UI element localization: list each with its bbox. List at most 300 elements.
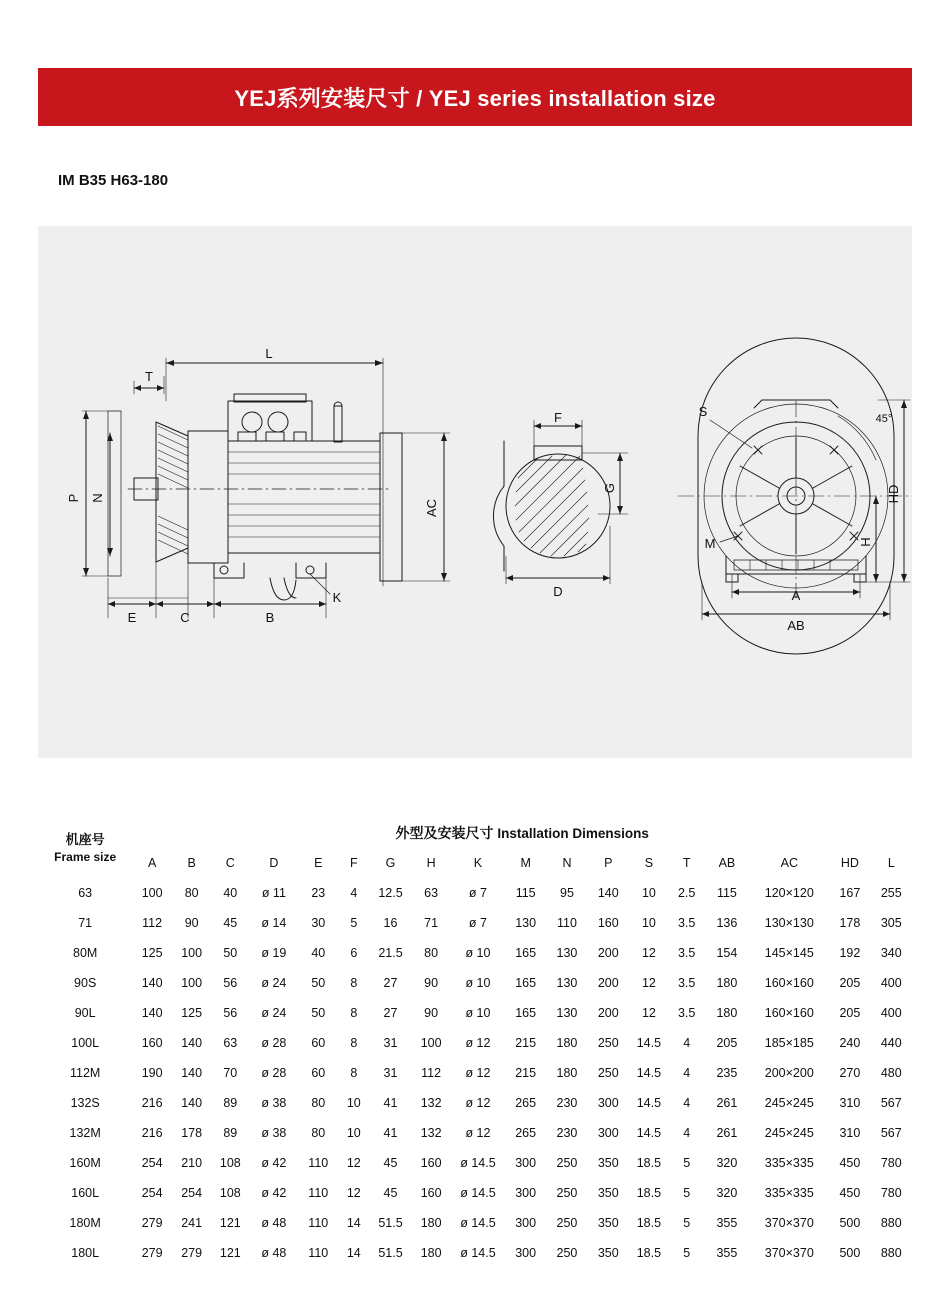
cell-K: ø 12 bbox=[465, 1066, 491, 1080]
cell-frame-size: 160L bbox=[71, 1186, 100, 1200]
cell-N: 250 bbox=[556, 1186, 578, 1200]
cell-HD: 500 bbox=[839, 1216, 861, 1230]
cell-K: ø 10 bbox=[465, 976, 491, 990]
cell-H: 71 bbox=[424, 916, 439, 930]
table-row bbox=[38, 968, 912, 998]
header-frame-size-en: Frame size bbox=[54, 849, 117, 864]
figure-label-M: M bbox=[704, 536, 716, 551]
cell-F: 14 bbox=[346, 1216, 361, 1230]
cell-HD: 178 bbox=[839, 916, 861, 930]
cell-K: ø 12 bbox=[465, 1096, 491, 1110]
cell-S: 12 bbox=[641, 976, 656, 990]
cell-F: 10 bbox=[346, 1126, 361, 1140]
header-group-cn: 外型及安装尺寸 bbox=[395, 825, 494, 841]
cell-D: ø 48 bbox=[261, 1216, 287, 1230]
cell-N: 95 bbox=[560, 886, 574, 900]
cell-N: 180 bbox=[556, 1036, 578, 1050]
cell-P: 140 bbox=[597, 886, 619, 900]
cell-L: 340 bbox=[880, 946, 902, 960]
cell-K: ø 14.5 bbox=[460, 1216, 496, 1230]
cell-K: ø 14.5 bbox=[460, 1186, 496, 1200]
cell-T: 3.5 bbox=[677, 976, 696, 990]
cell-T: 3.5 bbox=[677, 946, 696, 960]
cell-P: 200 bbox=[597, 946, 619, 960]
cell-L: 880 bbox=[880, 1216, 902, 1230]
figure-label-N: N bbox=[90, 493, 105, 503]
cell-K: ø 7 bbox=[468, 916, 487, 930]
motor-drawing bbox=[38, 226, 912, 758]
cell-B: 279 bbox=[181, 1246, 203, 1260]
column-header-T: T bbox=[682, 856, 691, 870]
cell-C: 40 bbox=[223, 886, 238, 900]
cell-H: 180 bbox=[420, 1246, 442, 1260]
figure-label-E: E bbox=[127, 610, 137, 625]
cell-A: 100 bbox=[141, 886, 163, 900]
cell-T: 2.5 bbox=[677, 886, 696, 900]
cell-HD: 310 bbox=[839, 1096, 861, 1110]
cell-K: ø 10 bbox=[465, 1006, 491, 1020]
section-subtitle: IM B35 H63-180 bbox=[58, 172, 169, 189]
cell-F: 6 bbox=[350, 946, 358, 960]
cell-F: 4 bbox=[350, 886, 358, 900]
cell-AC: 160×160 bbox=[764, 1006, 814, 1020]
cell-frame-size: 90S bbox=[74, 976, 97, 990]
cell-AB: 261 bbox=[716, 1126, 738, 1140]
cell-H: 90 bbox=[424, 1006, 439, 1020]
column-header-D: D bbox=[269, 856, 279, 870]
cell-S: 14.5 bbox=[636, 1036, 662, 1050]
cell-K: ø 10 bbox=[465, 946, 491, 960]
table-header-row-2 bbox=[38, 848, 912, 878]
cell-A: 279 bbox=[141, 1216, 163, 1230]
cell-E: 80 bbox=[311, 1126, 326, 1140]
table-row bbox=[38, 1238, 912, 1268]
cell-S: 18.5 bbox=[636, 1156, 662, 1170]
cell-HD: 500 bbox=[839, 1246, 861, 1260]
cell-G: 41 bbox=[383, 1096, 398, 1110]
cell-M: 165 bbox=[515, 1006, 537, 1020]
cell-S: 12 bbox=[641, 1006, 656, 1020]
column-header-N: N bbox=[562, 856, 572, 870]
header-group-en: Installation Dimensions bbox=[497, 826, 649, 841]
cell-H: 100 bbox=[420, 1036, 442, 1050]
column-header-B: B bbox=[187, 856, 196, 870]
column-header-L: L bbox=[887, 856, 895, 870]
table-row bbox=[38, 1178, 912, 1208]
cell-D: ø 28 bbox=[261, 1066, 287, 1080]
cell-D: ø 19 bbox=[261, 946, 287, 960]
cell-AB: 320 bbox=[716, 1156, 738, 1170]
cell-L: 780 bbox=[880, 1156, 902, 1170]
cell-B: 241 bbox=[181, 1216, 203, 1230]
cell-K: ø 12 bbox=[465, 1126, 491, 1140]
cell-H: 90 bbox=[424, 976, 439, 990]
cell-H: 80 bbox=[424, 946, 439, 960]
cell-C: 56 bbox=[223, 976, 238, 990]
column-header-HD: HD bbox=[840, 856, 859, 870]
cell-L: 400 bbox=[880, 976, 902, 990]
cell-AC: 120×120 bbox=[764, 886, 814, 900]
cell-D: ø 11 bbox=[261, 886, 286, 900]
cell-S: 10 bbox=[641, 886, 656, 900]
figure-label-P: P bbox=[66, 493, 81, 503]
cell-M: 215 bbox=[515, 1066, 537, 1080]
cell-C: 63 bbox=[223, 1036, 238, 1050]
cell-A: 140 bbox=[141, 1006, 163, 1020]
cell-AC: 335×335 bbox=[764, 1186, 814, 1200]
figure-label-L: L bbox=[265, 346, 273, 361]
cell-P: 160 bbox=[597, 916, 619, 930]
cell-A: 112 bbox=[142, 916, 163, 930]
cell-L: 880 bbox=[880, 1246, 902, 1260]
figure-label-angle: 45° bbox=[875, 413, 893, 425]
cell-G: 27 bbox=[383, 976, 398, 990]
cell-T: 4 bbox=[683, 1096, 691, 1110]
figure-label-F: F bbox=[554, 410, 562, 425]
cell-AC: 245×245 bbox=[764, 1096, 814, 1110]
figure-label-D: D bbox=[553, 584, 563, 599]
cell-HD: 240 bbox=[839, 1036, 861, 1050]
cell-E: 30 bbox=[311, 916, 326, 930]
cell-C: 121 bbox=[219, 1216, 241, 1230]
cell-AB: 261 bbox=[716, 1096, 738, 1110]
cell-M: 115 bbox=[515, 886, 536, 900]
cell-A: 140 bbox=[141, 976, 163, 990]
cell-N: 130 bbox=[556, 946, 578, 960]
cell-E: 80 bbox=[311, 1096, 326, 1110]
table-row bbox=[38, 1088, 912, 1118]
banner-title: YEJ系列安装尺寸 / YEJ series installation size bbox=[234, 85, 716, 111]
cell-B: 140 bbox=[181, 1096, 203, 1110]
cell-P: 200 bbox=[597, 1006, 619, 1020]
cell-H: 132 bbox=[420, 1096, 442, 1110]
cell-G: 31 bbox=[383, 1066, 398, 1080]
cell-T: 4 bbox=[683, 1066, 691, 1080]
table-row bbox=[38, 938, 912, 968]
cell-D: ø 28 bbox=[261, 1036, 287, 1050]
figure-label-HD: HD bbox=[886, 484, 901, 504]
cell-C: 121 bbox=[219, 1246, 241, 1260]
cell-S: 14.5 bbox=[636, 1096, 662, 1110]
figure-label-G: G bbox=[602, 482, 617, 494]
cell-K: ø 12 bbox=[465, 1036, 491, 1050]
column-header-P: P bbox=[604, 856, 613, 870]
cell-G: 16 bbox=[383, 916, 398, 930]
figure-label-C: C bbox=[180, 610, 190, 625]
cell-T: 5 bbox=[683, 1156, 691, 1170]
cell-G: 21.5 bbox=[378, 946, 403, 960]
cell-P: 250 bbox=[597, 1066, 619, 1080]
cell-AC: 370×370 bbox=[764, 1246, 814, 1260]
figure-label-B: B bbox=[265, 610, 275, 625]
cell-G: 12.5 bbox=[378, 886, 403, 900]
column-header-M: M bbox=[520, 856, 531, 870]
cell-M: 130 bbox=[515, 916, 537, 930]
cell-C: 108 bbox=[219, 1156, 241, 1170]
table-row bbox=[38, 1148, 912, 1178]
dimensions-table bbox=[38, 818, 912, 1268]
cell-T: 5 bbox=[683, 1246, 691, 1260]
cell-B: 100 bbox=[181, 976, 203, 990]
cell-N: 230 bbox=[556, 1096, 578, 1110]
column-header-F: F bbox=[349, 856, 358, 870]
cell-F: 12 bbox=[346, 1186, 361, 1200]
cell-F: 8 bbox=[350, 1036, 358, 1050]
cell-C: 89 bbox=[223, 1126, 238, 1140]
cell-L: 480 bbox=[880, 1066, 902, 1080]
cell-frame-size: 112M bbox=[70, 1066, 101, 1080]
cell-M: 300 bbox=[515, 1246, 537, 1260]
cell-P: 350 bbox=[597, 1186, 619, 1200]
cell-frame-size: 132S bbox=[70, 1096, 100, 1110]
cell-AC: 370×370 bbox=[764, 1216, 814, 1230]
cell-frame-size: 132M bbox=[69, 1126, 101, 1140]
cell-F: 10 bbox=[346, 1096, 361, 1110]
cell-N: 110 bbox=[557, 916, 577, 930]
cell-E: 60 bbox=[311, 1036, 326, 1050]
cell-AC: 245×245 bbox=[764, 1126, 814, 1140]
cell-C: 70 bbox=[223, 1066, 238, 1080]
cell-HD: 310 bbox=[839, 1126, 861, 1140]
cell-S: 18.5 bbox=[636, 1216, 662, 1230]
cell-B: 178 bbox=[181, 1126, 203, 1140]
cell-A: 254 bbox=[141, 1156, 163, 1170]
cell-AC: 335×335 bbox=[764, 1156, 814, 1170]
cell-frame-size: 63 bbox=[78, 886, 93, 900]
cell-AC: 185×185 bbox=[764, 1036, 814, 1050]
cell-C: 56 bbox=[223, 1006, 238, 1020]
cell-E: 40 bbox=[311, 946, 326, 960]
cell-P: 250 bbox=[597, 1036, 619, 1050]
cell-G: 27 bbox=[383, 1006, 398, 1020]
cell-H: 132 bbox=[420, 1126, 442, 1140]
cell-L: 567 bbox=[880, 1126, 902, 1140]
table-header-row-1 bbox=[38, 818, 912, 848]
cell-B: 254 bbox=[181, 1186, 203, 1200]
cell-AB: 136 bbox=[716, 916, 738, 930]
header-frame-size bbox=[38, 818, 132, 878]
cell-frame-size: 100L bbox=[71, 1036, 100, 1050]
cell-frame-size: 180M bbox=[69, 1216, 101, 1230]
cell-D: ø 42 bbox=[261, 1156, 287, 1170]
column-header-AC: AC bbox=[780, 856, 798, 870]
cell-L: 780 bbox=[880, 1186, 902, 1200]
cell-S: 18.5 bbox=[636, 1246, 662, 1260]
cell-D: ø 38 bbox=[261, 1096, 287, 1110]
cell-L: 567 bbox=[880, 1096, 902, 1110]
cell-D: ø 38 bbox=[261, 1126, 287, 1140]
table-row bbox=[38, 1058, 912, 1088]
cell-E: 50 bbox=[311, 1006, 326, 1020]
cell-AC: 200×200 bbox=[764, 1066, 814, 1080]
cell-C: 89 bbox=[223, 1096, 238, 1110]
cell-S: 12 bbox=[641, 946, 656, 960]
cell-E: 50 bbox=[311, 976, 326, 990]
cell-K: ø 7 bbox=[468, 886, 487, 900]
cell-HD: 270 bbox=[839, 1066, 861, 1080]
cell-B: 125 bbox=[181, 1006, 203, 1020]
column-header-C: C bbox=[225, 856, 235, 870]
cell-F: 14 bbox=[346, 1246, 361, 1260]
cell-S: 14.5 bbox=[636, 1066, 662, 1080]
cell-HD: 205 bbox=[839, 976, 861, 990]
cell-AB: 205 bbox=[716, 1036, 738, 1050]
cell-AB: 115 bbox=[716, 886, 737, 900]
column-header-H: H bbox=[426, 856, 436, 870]
cell-AC: 130×130 bbox=[764, 916, 814, 930]
column-header-E: E bbox=[314, 856, 323, 870]
cell-P: 350 bbox=[597, 1246, 619, 1260]
cell-HD: 192 bbox=[839, 946, 861, 960]
cell-A: 254 bbox=[141, 1186, 163, 1200]
cell-G: 41 bbox=[383, 1126, 398, 1140]
cell-T: 5 bbox=[683, 1216, 691, 1230]
cell-AC: 145×145 bbox=[764, 946, 814, 960]
cell-K: ø 14.5 bbox=[460, 1246, 496, 1260]
cell-P: 300 bbox=[597, 1126, 619, 1140]
cell-E: 110 bbox=[308, 1156, 329, 1170]
figure-label-K: K bbox=[332, 590, 342, 605]
cell-M: 215 bbox=[515, 1036, 537, 1050]
cell-F: 12 bbox=[346, 1156, 361, 1170]
cell-HD: 205 bbox=[839, 1006, 861, 1020]
figure-label-T: T bbox=[145, 369, 153, 384]
header-installation-dimensions bbox=[132, 818, 912, 848]
cell-N: 180 bbox=[556, 1066, 578, 1080]
cell-M: 265 bbox=[515, 1096, 537, 1110]
cell-G: 45 bbox=[383, 1156, 398, 1170]
figure-label-A: A bbox=[791, 588, 801, 603]
cell-P: 300 bbox=[597, 1096, 619, 1110]
cell-F: 8 bbox=[350, 1006, 358, 1020]
cell-E: 110 bbox=[308, 1186, 329, 1200]
cell-E: 23 bbox=[311, 886, 326, 900]
cell-M: 300 bbox=[515, 1216, 537, 1230]
table-row bbox=[38, 1028, 912, 1058]
cell-S: 10 bbox=[641, 916, 656, 930]
cell-K: ø 14.5 bbox=[460, 1156, 496, 1170]
cell-D: ø 24 bbox=[261, 976, 287, 990]
cell-A: 190 bbox=[141, 1066, 163, 1080]
cell-H: 112 bbox=[421, 1066, 442, 1080]
cell-HD: 167 bbox=[839, 886, 861, 900]
cell-M: 300 bbox=[515, 1186, 537, 1200]
cell-F: 8 bbox=[350, 976, 358, 990]
cell-E: 110 bbox=[308, 1246, 329, 1260]
header-frame-size-cn: 机座号 bbox=[65, 832, 105, 848]
figure-label-H: H bbox=[858, 537, 873, 547]
cell-frame-size: 90L bbox=[74, 1006, 96, 1020]
cell-L: 400 bbox=[880, 1006, 902, 1020]
table-row bbox=[38, 998, 912, 1028]
cell-G: 51.5 bbox=[378, 1216, 403, 1230]
cell-B: 80 bbox=[184, 886, 199, 900]
cell-F: 8 bbox=[350, 1066, 358, 1080]
cell-S: 18.5 bbox=[636, 1186, 662, 1200]
column-header-G: G bbox=[385, 856, 396, 870]
cell-P: 350 bbox=[597, 1216, 619, 1230]
cell-G: 31 bbox=[383, 1036, 398, 1050]
figure-panel bbox=[38, 226, 912, 758]
cell-B: 210 bbox=[181, 1156, 203, 1170]
cell-A: 125 bbox=[141, 946, 163, 960]
column-header-K: K bbox=[473, 856, 483, 870]
cell-H: 180 bbox=[420, 1216, 442, 1230]
cell-AB: 180 bbox=[716, 1006, 738, 1020]
dimensions-table-wrap bbox=[38, 818, 912, 1268]
cell-B: 140 bbox=[181, 1066, 203, 1080]
cell-T: 3.5 bbox=[677, 916, 696, 930]
cell-AB: 355 bbox=[716, 1216, 738, 1230]
cell-frame-size: 160M bbox=[69, 1156, 101, 1170]
cell-E: 60 bbox=[311, 1066, 326, 1080]
cell-HD: 450 bbox=[839, 1186, 861, 1200]
cell-AB: 320 bbox=[716, 1186, 738, 1200]
cell-M: 265 bbox=[515, 1126, 537, 1140]
cell-T: 3.5 bbox=[677, 1006, 696, 1020]
cell-N: 130 bbox=[556, 976, 578, 990]
cell-T: 4 bbox=[683, 1036, 691, 1050]
cell-L: 440 bbox=[880, 1036, 902, 1050]
cell-C: 108 bbox=[219, 1186, 241, 1200]
cell-M: 165 bbox=[515, 976, 537, 990]
cell-B: 100 bbox=[181, 946, 203, 960]
cell-T: 4 bbox=[683, 1126, 691, 1140]
cell-P: 200 bbox=[597, 976, 619, 990]
cell-AB: 180 bbox=[716, 976, 738, 990]
figure-label-S: S bbox=[698, 404, 708, 419]
cell-T: 5 bbox=[683, 1186, 691, 1200]
column-header-S: S bbox=[644, 856, 654, 870]
cell-frame-size: 71 bbox=[78, 916, 93, 930]
cell-G: 45 bbox=[383, 1186, 398, 1200]
table-row bbox=[38, 1118, 912, 1148]
cell-S: 14.5 bbox=[636, 1126, 662, 1140]
cell-HD: 450 bbox=[839, 1156, 861, 1170]
cell-H: 63 bbox=[424, 886, 439, 900]
cell-F: 5 bbox=[350, 916, 358, 930]
cell-B: 90 bbox=[184, 916, 199, 930]
cell-D: ø 42 bbox=[261, 1186, 287, 1200]
table-row bbox=[38, 908, 912, 938]
cell-H: 160 bbox=[420, 1156, 442, 1170]
cell-E: 110 bbox=[308, 1216, 329, 1230]
figure-label-AB: AB bbox=[787, 618, 805, 633]
table-row bbox=[38, 1208, 912, 1238]
cell-C: 45 bbox=[223, 916, 238, 930]
cell-D: ø 14 bbox=[261, 916, 287, 930]
figure-label-AC: AC bbox=[424, 498, 439, 518]
cell-N: 230 bbox=[556, 1126, 578, 1140]
column-header-A: A bbox=[147, 856, 157, 870]
cell-L: 255 bbox=[880, 886, 902, 900]
cell-B: 140 bbox=[181, 1036, 203, 1050]
cell-frame-size: 180L bbox=[71, 1246, 100, 1260]
cell-L: 305 bbox=[880, 916, 902, 930]
cell-A: 279 bbox=[141, 1246, 163, 1260]
cell-P: 350 bbox=[597, 1156, 619, 1170]
cell-N: 130 bbox=[556, 1006, 578, 1020]
cell-C: 50 bbox=[223, 946, 238, 960]
cell-D: ø 24 bbox=[261, 1006, 287, 1020]
page-banner bbox=[38, 68, 912, 126]
cell-A: 160 bbox=[141, 1036, 163, 1050]
table-row bbox=[38, 878, 912, 908]
cell-AC: 160×160 bbox=[764, 976, 814, 990]
cell-AB: 154 bbox=[716, 946, 738, 960]
cell-N: 250 bbox=[556, 1216, 578, 1230]
cell-H: 160 bbox=[420, 1186, 442, 1200]
